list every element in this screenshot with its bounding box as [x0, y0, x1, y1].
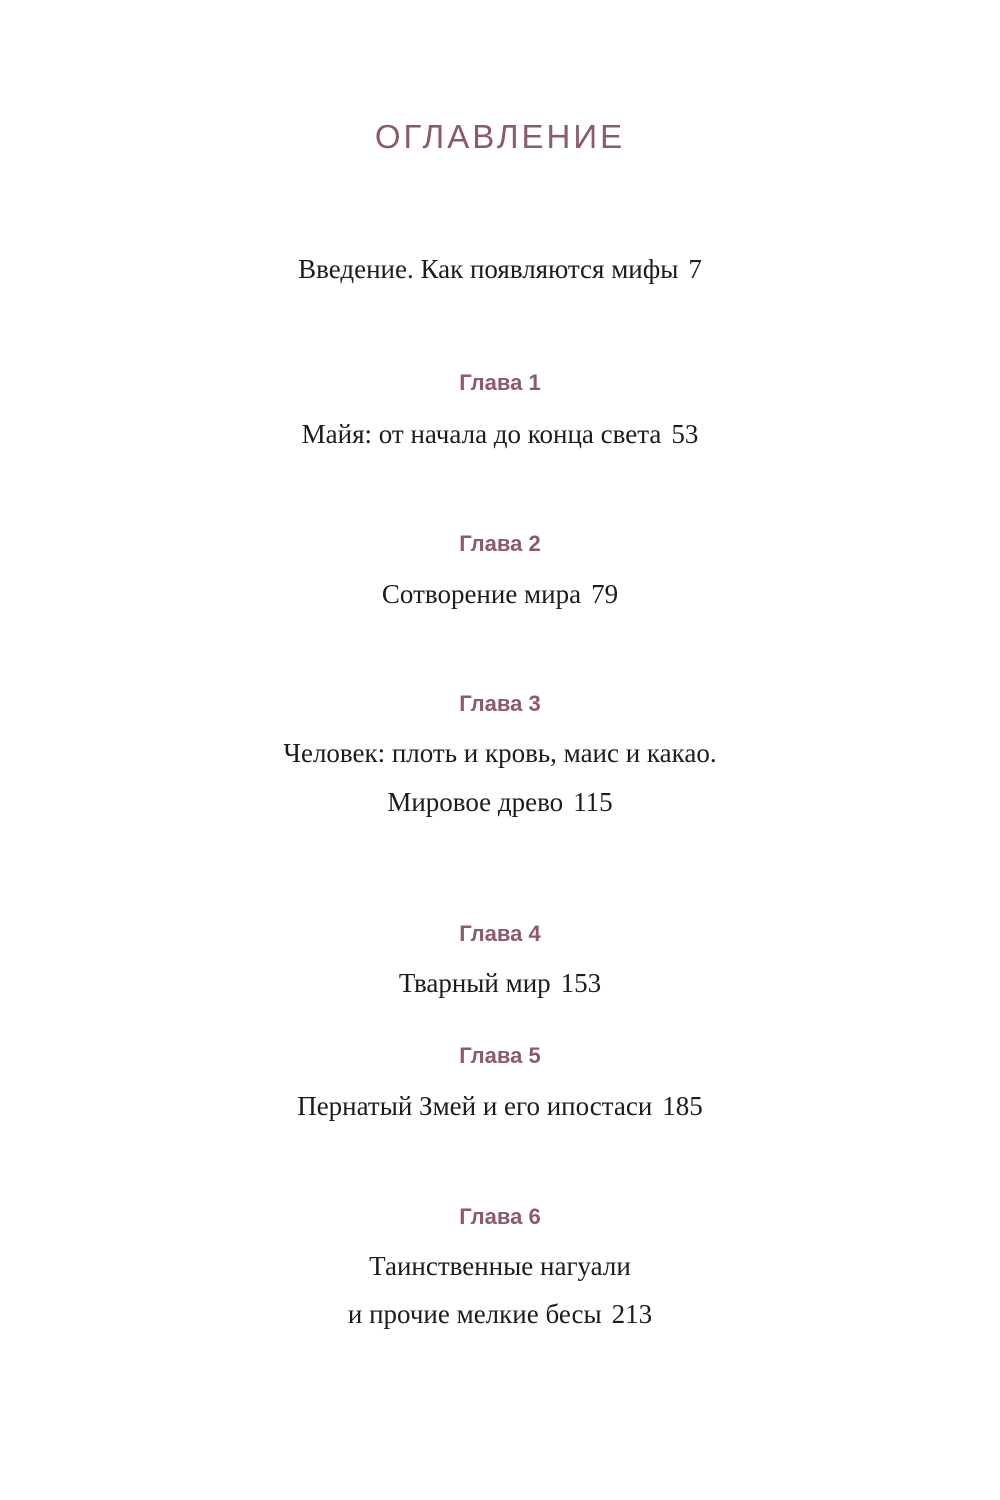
entry-title: Майя: от начала до конца света	[301, 419, 662, 449]
toc-entry-chapter-5[interactable]	[0, 1090, 1000, 1122]
page-number: 213	[611, 1299, 653, 1329]
entry-title: Человек: плоть и кровь, маис и какао.	[283, 738, 717, 768]
page-number: 185	[662, 1091, 703, 1121]
page-title: ОГЛАВЛЕНИЕ	[374, 118, 626, 155]
toc-entry-chapter-3-line-2[interactable]	[0, 786, 1000, 818]
chapter-label-1: Глава 1	[459, 370, 541, 395]
toc-entry-chapter-2[interactable]	[0, 578, 1000, 610]
toc-entry-intro[interactable]	[0, 254, 1000, 285]
page-number: 115	[573, 787, 613, 817]
entry-title: Введение. Как появляются мифы	[298, 254, 679, 284]
page-number: 153	[560, 968, 602, 998]
chapter-label-6: Глава 6	[459, 1204, 541, 1229]
entry-title-continued: Мировое древо	[387, 787, 564, 817]
entry-title-continued: и прочие мелкие бесы	[347, 1299, 602, 1329]
page-number: 53	[671, 419, 699, 449]
chapter-label-5: Глава 5	[459, 1043, 541, 1068]
entry-title: Таинственные нагуали	[369, 1251, 631, 1281]
entry-title: Пернатый Змей и его ипостаси	[297, 1091, 653, 1121]
entry-title: Сотворение мира	[381, 579, 582, 609]
page-number: 7	[688, 254, 702, 284]
toc-entry-chapter-4[interactable]	[0, 967, 1000, 999]
chapter-label-3: Глава 3	[459, 691, 541, 716]
chapter-label-2: Глава 2	[459, 531, 541, 556]
chapter-label-4: Глава 4	[459, 921, 541, 946]
toc-entry-chapter-3-line-1[interactable]	[0, 737, 1000, 769]
toc-entry-chapter-6-line-2[interactable]	[0, 1298, 1000, 1330]
entry-title: Тварный мир	[398, 968, 551, 998]
page-number: 79	[591, 579, 619, 609]
toc-entry-chapter-1[interactable]	[0, 418, 1000, 450]
toc-entry-chapter-6-line-1[interactable]	[0, 1250, 1000, 1282]
